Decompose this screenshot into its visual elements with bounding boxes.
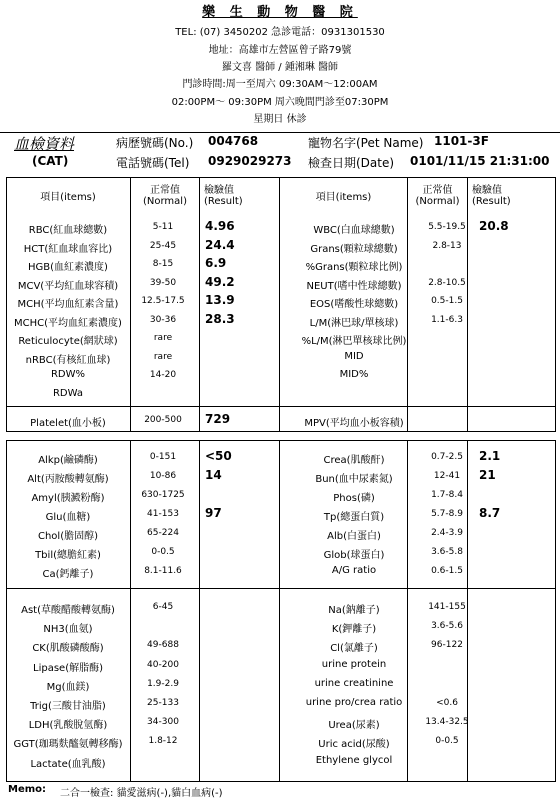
cell-name: Amyl(胰澱粉酶) [31,493,105,504]
cell-name: Cl(氯離子) [330,643,378,655]
date-value: 0101/11/15 21:31:00 [410,154,550,168]
cell-name: Trig(三酸甘油脂) [30,701,106,712]
cell-name: MCHC(平均血紅素濃度) [14,317,122,329]
cell-normal: 34-300 [147,717,179,728]
species: (CAT) [32,154,69,168]
table-row [7,414,555,432]
cell-name: %L/M(淋巴單核球比例) [301,336,407,347]
cell-normal: 0.5-1.5 [431,296,463,306]
table-row [7,388,555,406]
cell-name: WBC(白血球總數) [313,225,395,236]
cell-name: Tp(總蛋白質) [323,512,385,523]
clinic-closed: 星期日 休診 [253,114,307,125]
mpv-name: MPV(平均血小板容積) [304,418,404,429]
info-divider [0,132,560,133]
cell-normal: 8.1-11.6 [144,566,182,576]
table-row [7,639,555,657]
cell-name: MCV(平均紅血球容積) [17,280,119,292]
table-row [7,601,555,619]
cell-name: A/G ratio [331,565,377,576]
cell-normal: 630-1725 [141,490,185,500]
cell-normal: 39-50 [149,277,177,288]
cell-name: Crea(肌酸酐) [323,455,385,466]
table-row [7,620,555,638]
cell-normal: 2.8-13 [432,240,462,251]
cell-result: 49.2 [205,274,235,289]
cell-name: urine protein [321,658,387,670]
cell-name: Lipase(解脂酶) [33,662,103,674]
cell-result: 28.3 [205,311,235,326]
table-row [7,565,555,583]
cell-name: Glu(血糖) [45,512,91,523]
cell-name: CK(肌酸磷酸酶) [32,643,104,655]
col-normal-left: 正常值 (Normal) [143,185,187,207]
cell-result: 6.9 [205,256,227,270]
table-row [7,527,555,545]
col-normal-right: 正常值 (Normal) [415,185,460,207]
cell-normal: 30-36 [149,314,177,325]
cell-name: urine creatinine [314,677,394,689]
cell-name: Lactate(血乳酸) [30,758,106,770]
cell-normal: 141-155 [428,602,466,612]
cell-result: 21 [479,468,496,482]
cell-normal: 1.7-8.4 [431,490,463,500]
record-label: 病歷號碼(No.) [116,136,194,150]
cell-normal: 3.6-5.8 [431,547,463,557]
clinic-tel: TEL: (07) 3450202 急診電話：0931301530 [175,27,385,38]
cell-name: Chol(膽固醇) [37,531,99,542]
cell-name: HGB(血紅素濃度) [28,262,108,273]
platelet-normal: 200-500 [144,415,182,425]
table-row [7,508,555,526]
col-result-left: 檢驗值 (Result) [204,185,243,207]
table-row [7,470,555,488]
table-row [7,295,555,313]
cell-normal: 5-11 [152,222,174,232]
cell-name: MID [344,350,364,362]
cell-name: Glob(球蛋白) [323,550,385,561]
clinic-hours-2: 02:00PM～ 09:30PM 周六晚間門診至07:30PM [171,97,389,108]
cell-normal: 6-45 [152,602,174,612]
cell-result: 13.9 [205,293,235,307]
cell-normal: 1.8-12 [148,736,178,747]
table-row [7,311,555,332]
cell-name: HCT(紅血球血容比) [23,243,113,255]
cell-normal: 96-122 [431,640,463,651]
cell-result: 2.1 [479,449,501,463]
cell-name: LDH(乳酸脫氫酶) [28,720,108,732]
cell-normal: 10-86 [149,471,177,481]
date-label: 檢查日期(Date) [308,156,395,170]
cell-normal: 25-133 [147,698,179,708]
cell-result: 8.7 [479,506,501,520]
cell-name: Na(鈉離子) [328,605,380,616]
cell-name: Ca(鈣離子) [42,569,94,580]
table-row [7,332,555,350]
tel-label: 電話號碼(Tel) [116,156,190,170]
cell-name: Alt(丙胺酸轉氨酶) [27,474,109,485]
cell-name: RBC(紅血球總數) [28,225,108,236]
cell-normal: 2.8-10.5 [428,277,466,288]
table-row [7,659,555,677]
cell-normal: rare [153,333,173,343]
platelet-name: Platelet(血小板) [30,418,106,429]
cell-name: L/M(淋巴球/單核球) [309,317,399,329]
memo-label: Memo: [8,784,47,795]
cell-normal: 25-45 [149,240,177,251]
cell-name: NEUT(嗜中性球總數) [306,280,402,292]
table-row [7,451,555,469]
tel-value: 0929029273 [208,154,292,168]
cell-normal: 13.4-32.5 [425,717,469,728]
cell-normal: 1.9-2.9 [147,678,179,689]
cell-name: NH3(血氨) [43,624,93,636]
table-row [7,735,555,753]
cell-name: EOS(嗜酸性球總數) [309,299,399,310]
col-item-left: 項目(items) [40,192,96,203]
cell-normal: 41-153 [147,509,179,519]
table-row [7,546,555,564]
clinic-hours-1: 門診時間:周一至周六 09:30AM～12:00AM [182,79,378,90]
cell-normal: 49-688 [147,640,179,651]
memo-text: 二合一檢查: 貓愛滋病(-),貓白血病(-) [60,788,223,799]
cell-normal: rare [153,351,173,362]
table-row [7,755,555,773]
cell-result: <50 [205,449,232,463]
clinic-address: 地址：高雄市左營區曾子路79號 [208,45,352,56]
cell-normal: 1.1-6.3 [431,314,463,325]
table-row [7,237,555,258]
table-row [7,489,555,507]
table-row [7,678,555,696]
cell-name: Bun(血中尿素氮) [315,474,393,485]
platelet-result: 729 [205,412,231,426]
cell-name: Mg(血鎂) [46,681,90,693]
cell-name: Reticulocyte(網狀球) [18,336,118,347]
pet-name: 1101-3F [434,134,489,148]
cell-result: 4.96 [205,219,235,233]
cell-name: K(鉀離子) [331,624,377,636]
record-number: 004768 [208,134,259,148]
section-title: 血檢資料 [14,135,75,153]
cell-name: Urea(尿素) [328,720,380,732]
cell-result: 20.8 [479,219,509,233]
chem-section [6,440,556,782]
cell-normal: 0-0.5 [435,736,459,747]
cell-normal: 0.7-2.5 [431,452,463,462]
cell-name: Ethylene glycol [315,754,393,766]
table-row [7,258,555,276]
table-row [7,274,555,295]
cell-name: GGT(珈瑪麩醯氨轉移酶) [13,739,123,751]
cell-name: MCH(平均血紅素含量) [17,299,119,310]
cell-result: 14 [205,468,222,482]
pet-name-label: 寵物名字(Pet Name) [308,136,424,150]
cell-name: nRBC(有核紅血球) [25,354,111,366]
table-row [7,351,555,369]
cell-name: RDW% [50,369,86,380]
cell-normal: 5.5-19.5 [428,222,466,232]
col-result-right: 檢驗值 (Result) [472,185,511,207]
cbc-section [6,177,556,432]
cell-normal: 2.4-3.9 [431,528,463,538]
cell-name: urine pro/crea ratio [305,697,403,708]
cell-name: Alkp(鹼磷酶) [38,455,98,466]
cell-normal: 14-20 [149,370,177,380]
clinic-name: 樂 生 動 物 醫 院 [202,5,358,20]
cell-normal: 8-15 [152,259,174,269]
cell-normal: 65-224 [147,528,179,538]
cell-normal: 0-0.5 [151,547,175,557]
cell-name: %Grans(顆粒球比例) [305,262,403,273]
cell-normal: 40-200 [147,659,179,670]
cell-normal: 5.7-8.9 [431,509,463,519]
col-item-right: 項目(items) [315,192,372,203]
cell-normal: 12.5-17.5 [141,296,185,306]
cell-result: 24.4 [205,237,235,252]
cell-name: RDWa [52,387,84,399]
table-row [7,716,555,734]
cell-normal: 0-151 [149,452,177,462]
cell-name: Alb(白蛋白) [327,531,381,542]
table-row [7,221,555,239]
cell-normal: 0.6-1.5 [431,566,463,576]
cell-name: Tbil(總膽紅素) [35,550,101,561]
cell-result: 97 [205,506,222,520]
cell-name: Phos(磷) [333,493,375,504]
cell-name: Ast(草酸醋酸轉氨酶) [21,605,115,616]
clinic-doctors: 羅文喜 醫師 / 鍾湘琳 醫師 [221,62,339,73]
cell-name: Grans(顆粒球總數) [310,243,398,255]
cell-normal: 12-41 [433,471,461,481]
cell-name: MID% [339,369,369,380]
cell-normal: <0.6 [436,698,458,708]
table-row [7,697,555,715]
cell-normal: 3.6-5.6 [431,621,463,632]
cell-name: Uric acid(尿酸) [318,739,390,751]
table-row [7,369,555,387]
